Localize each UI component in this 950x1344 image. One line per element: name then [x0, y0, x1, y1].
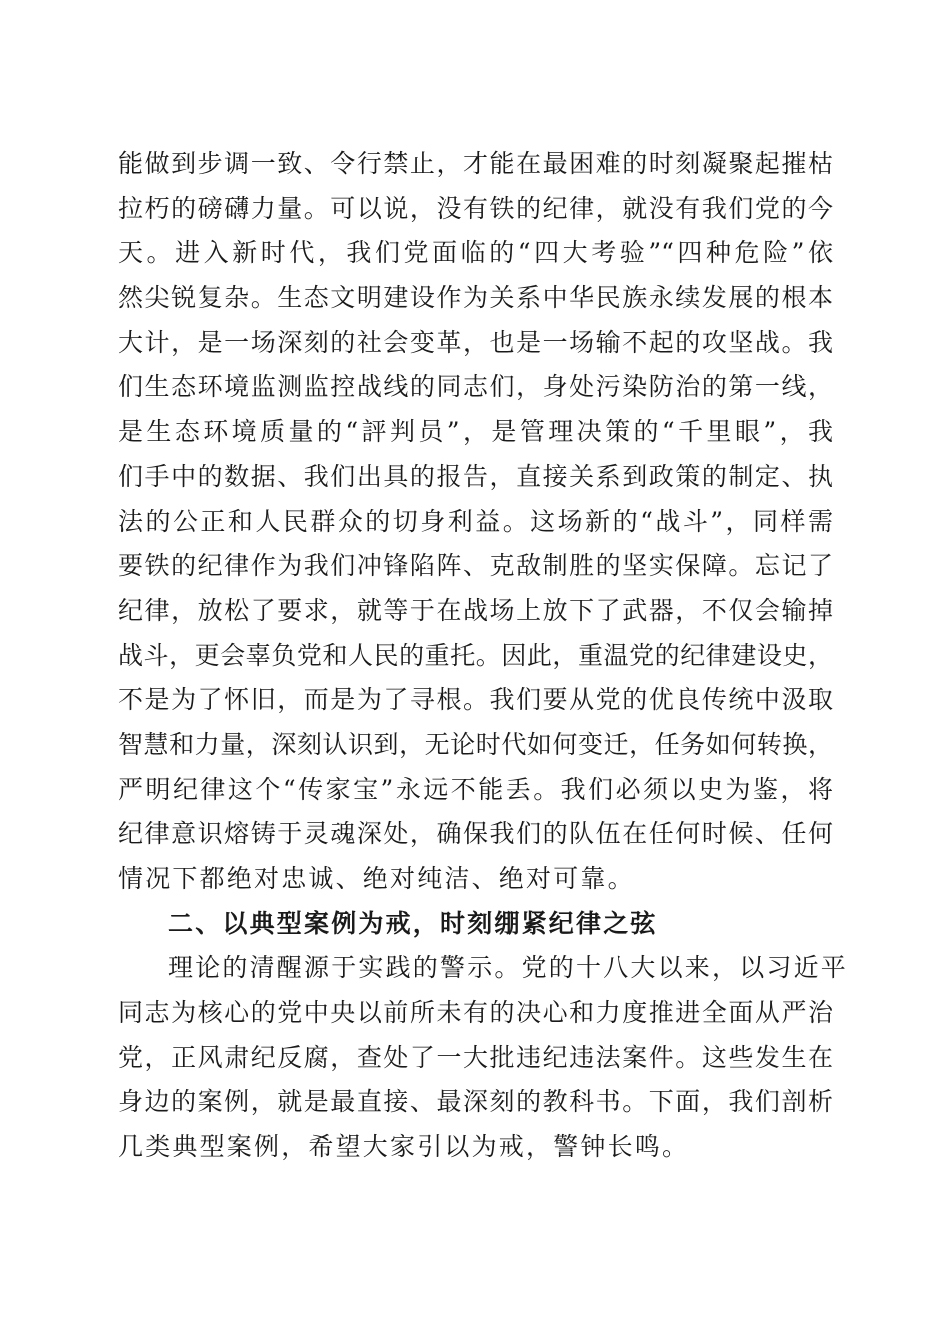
text-line: 几类典型案例，希望大家引以为戒，警钟长鸣。 [118, 1132, 690, 1162]
text-line: 是生态环境质量的“評判员”，是管理决策的“千里眼”，我 [118, 417, 833, 447]
document-body [118, 142, 849, 1170]
paragraph-discipline-history [118, 142, 833, 902]
paragraph-typical-cases [118, 946, 849, 1169]
text-line: 身边的案例，就是最直接、最深刻的教科书。下面，我们剖析 [118, 1087, 833, 1117]
text-line: 不是为了怀旧，而是为了寻根。我们要从党的优良传统中汲取 [118, 685, 833, 715]
text-line: 严明纪律这个“传家宝”永远不能丢。我们必须以史为鉴，将 [118, 774, 833, 804]
text-line: 大计，是一场深刻的社会变革，也是一场输不起的攻坚战。我 [118, 327, 833, 357]
text-line: 战斗，更会辜负党和人民的重托。因此，重温党的纪律建设史， [118, 640, 833, 670]
text-line: 理论的清醒源于实践的警示。党的十八大以来，以习近平 [168, 953, 849, 983]
text-line: 然尖锐复杂。生态文明建设作为关系中华民族永续发展的根本 [118, 283, 833, 313]
text-line: 同志为核心的党中央以前所未有的决心和力度推进全面从严治 [118, 998, 833, 1028]
text-line: 拉朽的磅礴力量。可以说，没有铁的纪律，就没有我们党的今 [118, 193, 833, 223]
text-line: 要铁的纪律作为我们冲锋陷阵、克敌制胜的坚实保障。忘记了 [118, 551, 833, 581]
text-line: 们手中的数据、我们出具的报告，直接关系到政策的制定、执 [118, 461, 833, 491]
text-line: 纪律意识熔铸于灵魂深处，确保我们的队伍在任何时候、任何 [118, 819, 833, 849]
text-line: 情况下都绝对忠诚、绝对纯洁、绝对可靠。 [118, 864, 635, 893]
text-line: 党，正风肃纪反腐，查处了一大批违纪违法案件。这些发生在 [118, 1042, 833, 1072]
section-heading: 二、以典型案例为戒，时刻绷紧纪律之弦 [168, 908, 658, 938]
text-line: 法的公正和人民群众的切身利益。这场新的“战斗”，同样需 [118, 506, 833, 536]
text-line: 天。进入新时代，我们党面临的“四大考验”“四种危险”依 [118, 238, 833, 268]
text-line: 纪律，放松了要求，就等于在战场上放下了武器，不仅会输掉 [118, 595, 833, 625]
text-line: 能做到步调一致、令行禁止，才能在最困难的时刻凝聚起摧枯 [118, 149, 833, 178]
text-line: 们生态环境监测监控战线的同志们，身处污染防治的第一线， [118, 372, 833, 402]
text-line: 智慧和力量，深刻认识到，无论时代如何变迁，任务如何转换， [118, 729, 833, 759]
